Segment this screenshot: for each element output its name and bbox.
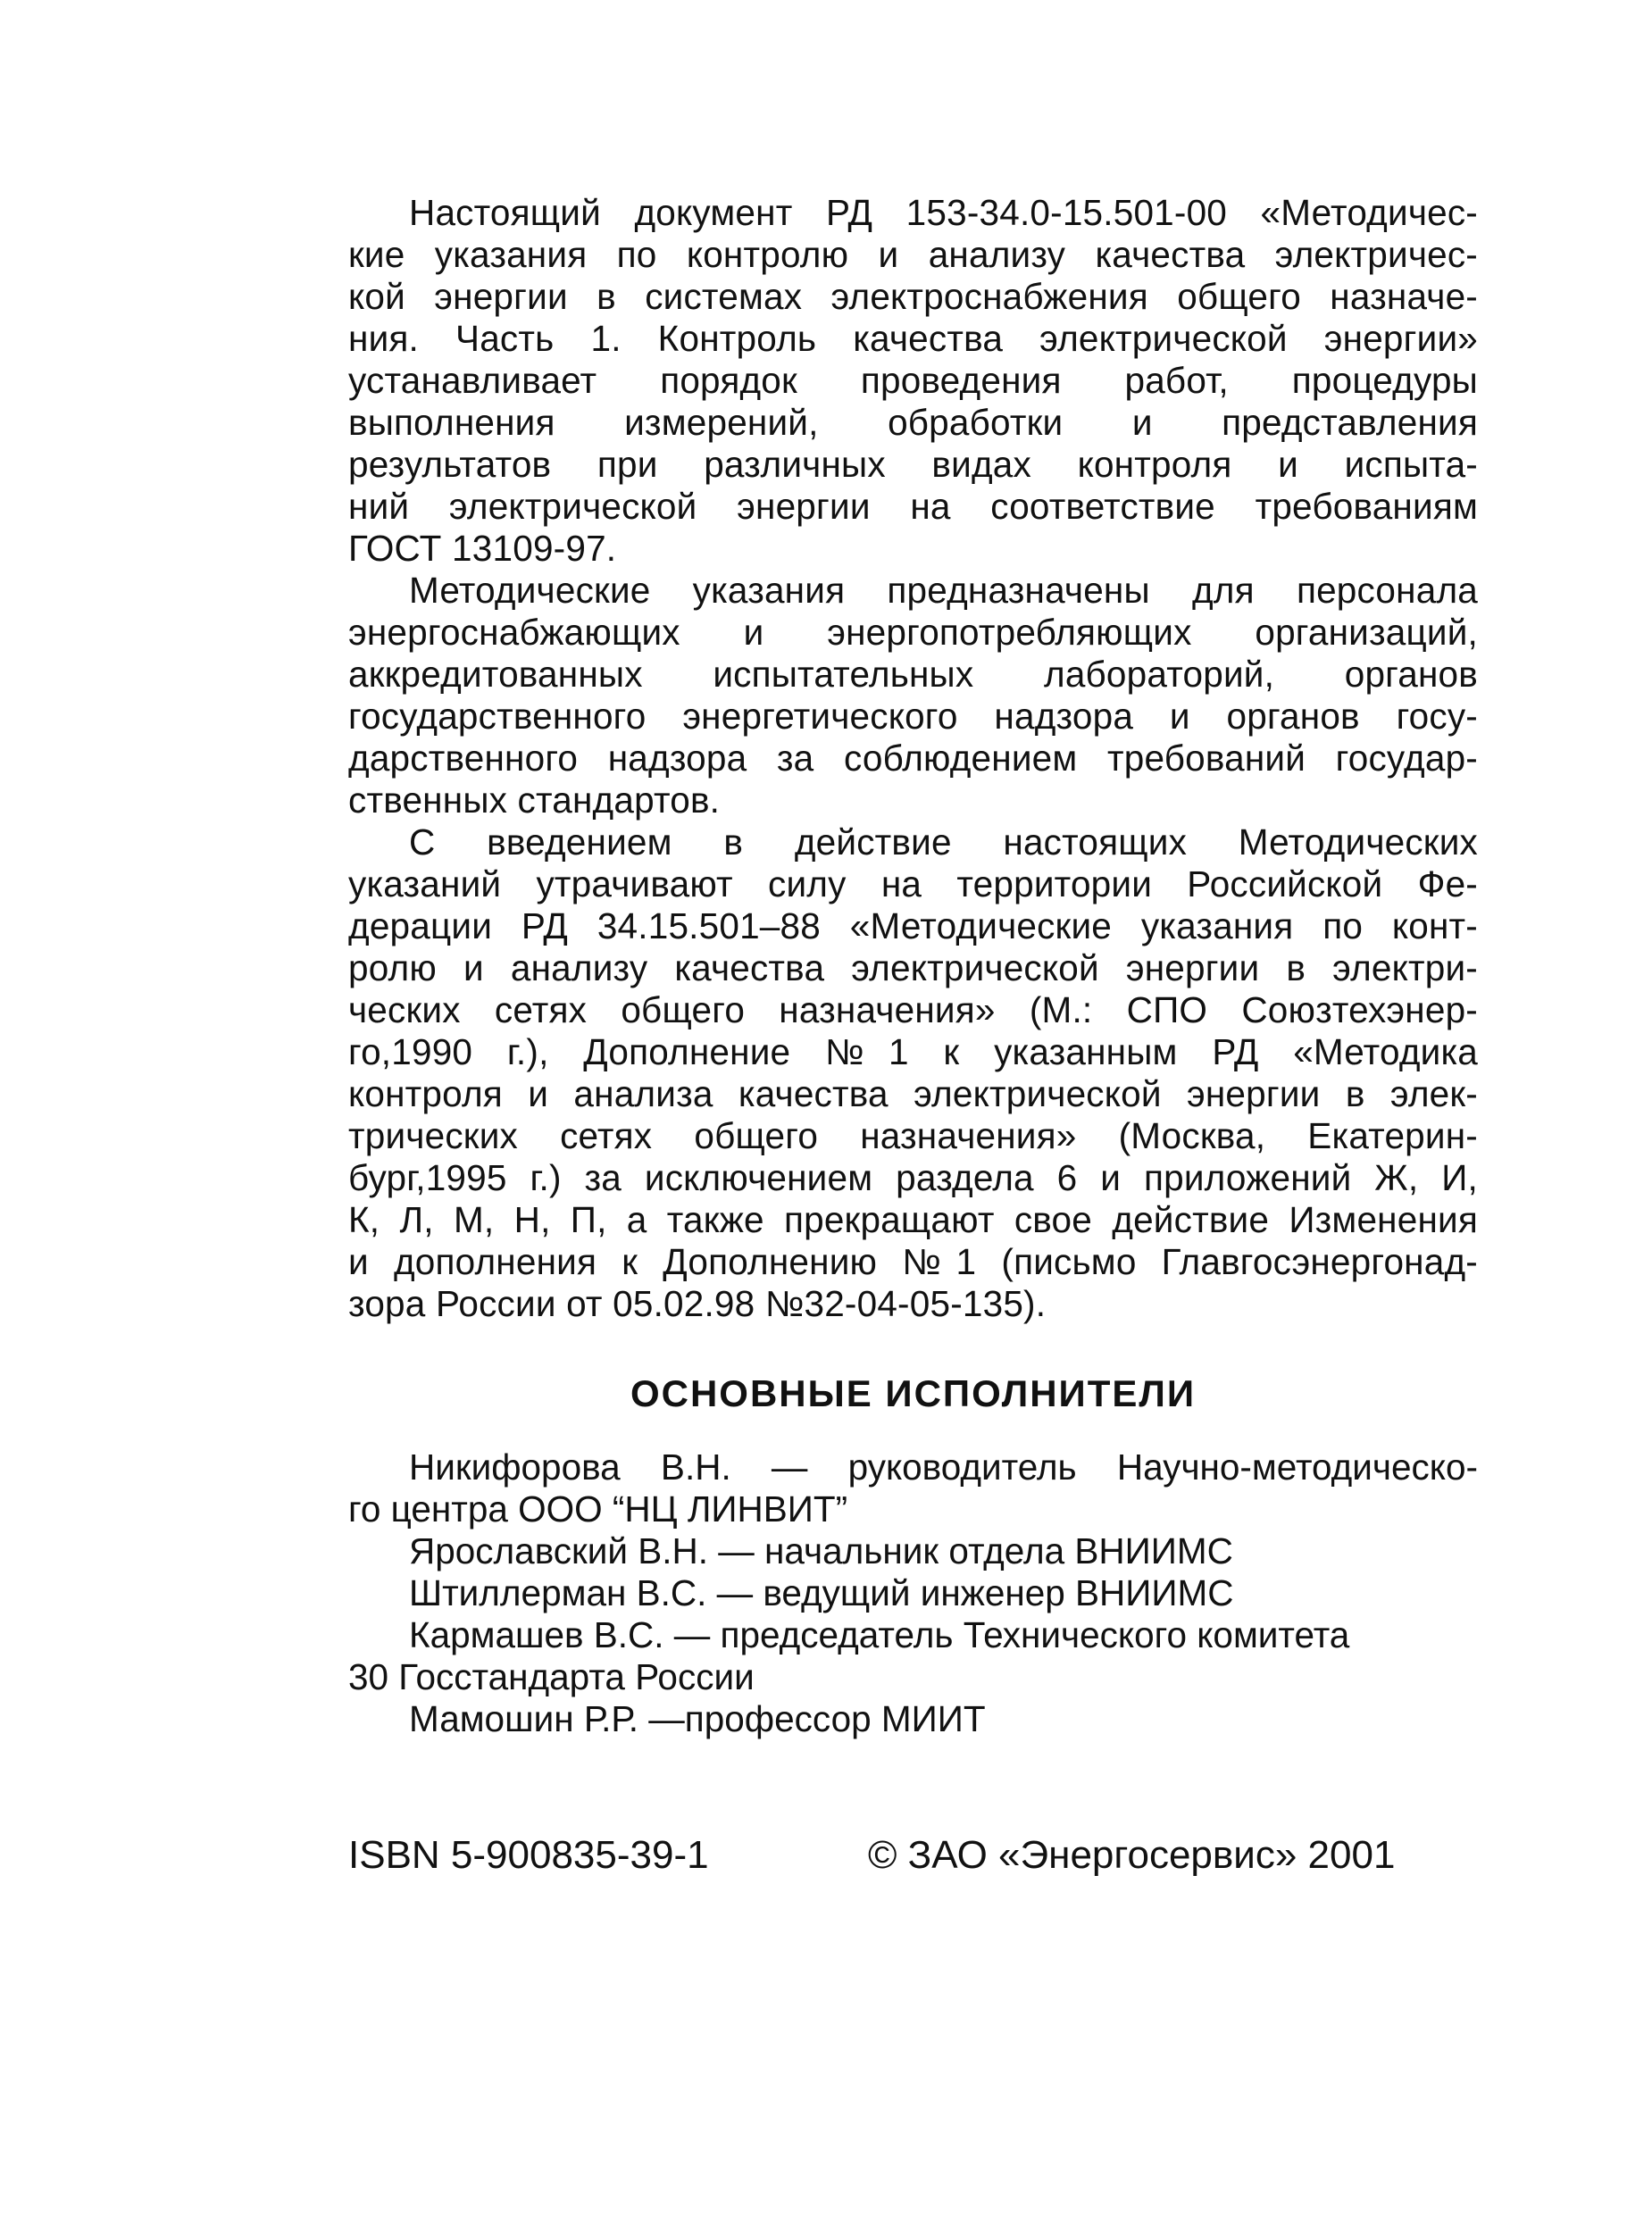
text-line: С введением в действие настоящих Методических <box>409 821 1478 863</box>
copyright-notice: © ЗАО «Энергосервис» 2001 <box>868 1833 1396 1877</box>
author-entry: Мамошин Р.Р. —профессор МИИТ <box>409 1698 986 1739</box>
text-line: дарственного надзора за соблюдением требований государ- <box>348 738 1478 779</box>
text-line: указаний утрачивают силу на территории Российской Фе- <box>348 863 1478 904</box>
authors-list <box>348 1446 1478 1740</box>
text-line: К, Л, М, Н, П, а также прекращают свое действие Изменения <box>348 1199 1478 1240</box>
text-line: ния. Часть 1. Контроль качества электрической энергии» <box>348 318 1478 359</box>
text-line: ролю и анализу качества электрической энергии в электри- <box>348 947 1478 988</box>
text-line: зора России от 05.02.98 №32-04-05-135). <box>348 1283 1047 1324</box>
author-entry: Ярославский В.Н. — начальник отдела ВНИИМС <box>409 1530 1233 1571</box>
author-entry: Кармашев В.С. — председатель Технического комитета <box>409 1614 1350 1655</box>
paragraph-2 <box>348 570 1478 821</box>
text-line: контроля и анализа качества электрической энергии в элек- <box>348 1073 1478 1114</box>
text-line: государственного энергетического надзора и органов госу- <box>348 696 1478 737</box>
text-line: Методические указания предназначены для персонала <box>409 570 1478 611</box>
text-line: трических сетях общего назначения» (Москва, Екатерин- <box>348 1115 1478 1156</box>
text-line: кие указания по контролю и анализу качества электричес- <box>348 234 1478 275</box>
text-line: энергоснабжающих и энергопотребляющих организаций, <box>348 612 1478 653</box>
document-body <box>348 192 1478 1740</box>
text-line: го,1990 г.), Дополнение №1 к указанным РД «Методика <box>348 1031 1478 1072</box>
author-entry-continuation: 30 Госстандарта России <box>348 1656 755 1697</box>
paragraph-1 <box>348 192 1478 570</box>
text-line: дерации РД 34.15.501–88 «Методические указания по конт- <box>348 905 1478 946</box>
text-line: ний электрической энергии на соответствие требованиям <box>348 486 1478 527</box>
author-entry-continuation: го центра ООО “НЦ ЛИНВИТ” <box>348 1488 848 1530</box>
text-line: аккредитованных испытательных лабораторий, органов <box>348 654 1478 695</box>
text-line: и дополнения к Дополнению №1 (письмо Главгосэнергонад- <box>348 1241 1478 1282</box>
text-line: результатов при различных видах контроля и испыта- <box>348 444 1478 485</box>
text-line: ческих сетях общего назначения» (М.: СПО Союзтехэнер- <box>348 989 1478 1030</box>
text-line: кой энергии в системах электроснабжения общего назначе- <box>348 276 1478 317</box>
section-heading: ОСНОВНЫЕ ИСПОЛНИТЕЛИ <box>630 1372 1197 1414</box>
text-line: ГОСТ 13109-97. <box>348 528 617 569</box>
text-line: устанавливает порядок проведения работ, процедуры <box>348 360 1478 401</box>
author-entry: Штиллерман В.С. — ведущий инженер ВНИИМС <box>409 1572 1234 1613</box>
text-line: ственных стандартов. <box>348 779 721 821</box>
text-line: выполнения измерений, обработки и представления <box>348 402 1478 443</box>
text-line: Настоящий документ РД 153-34.0-15.501-00 «Методичес- <box>409 192 1478 233</box>
author-entry: Никифорова В.Н. — руководитель Научно-методическо- <box>409 1446 1478 1488</box>
text-line: бург,1995 г.) за исключением раздела 6 и приложений Ж, И, <box>348 1157 1478 1198</box>
paragraph-3 <box>348 821 1478 1325</box>
isbn-number: ISBN 5-900835-39-1 <box>348 1833 709 1877</box>
